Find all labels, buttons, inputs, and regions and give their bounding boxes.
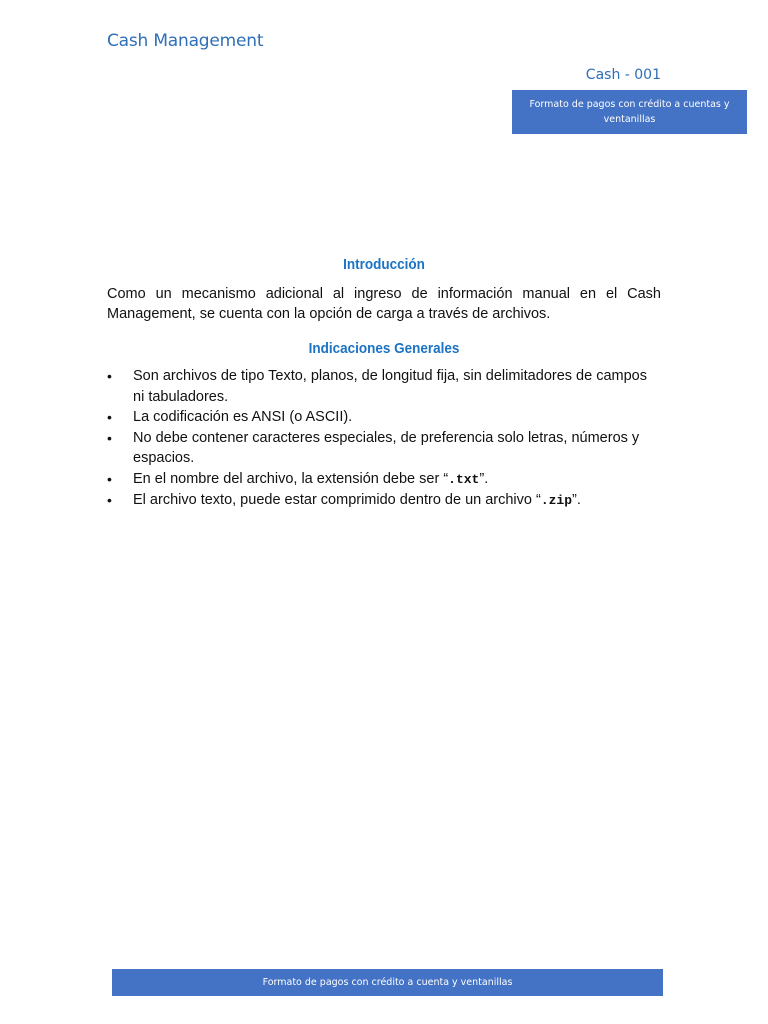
header-title: Cash Management <box>107 31 264 51</box>
txt-extension-code: .txt <box>448 471 480 487</box>
document-subtitle-box <box>512 90 747 134</box>
footer-bar <box>112 969 663 996</box>
document-subtitle: Formato de pagos con crédito a cuentas y ventanillas <box>529 99 730 125</box>
document-code: Cash - 001 <box>585 67 661 83</box>
bullet-text: En el nombre del archivo, la extensión debe ser “ <box>133 470 449 487</box>
bullet-item: • No debe contener caracteres especiales, de preferencia solo letras, números y espacios. <box>107 428 661 469</box>
bullet-item-txt-extension <box>107 469 661 491</box>
bullet-item: • Son archivos de tipo Texto, planos, de longitud fija, sin delimitadores de campos ni tabuladores. <box>107 366 661 407</box>
general-heading: Indicaciones Generales <box>308 340 460 357</box>
introduction-heading: Introducción <box>343 256 425 273</box>
footer-text: Formato de pagos con crédito a cuenta y ventanillas <box>262 977 513 988</box>
bullet-text: ”. <box>572 492 581 508</box>
general-bullet-list <box>107 366 661 512</box>
introduction-paragraph: Como un mecanismo adicional al ingreso de información manual en el Cash Management, se cuenta con la opción de carga a través de archivos. <box>107 286 661 322</box>
document-body <box>107 256 661 512</box>
bullet-item: • La codificación es ANSI (o ASCII). <box>107 407 661 428</box>
bullet-item-zip-extension <box>107 490 661 512</box>
bullet-text: El archivo texto, puede estar comprimido dentro de un archivo “ <box>133 492 541 508</box>
zip-extension-code: .zip <box>540 493 573 508</box>
bullet-text: ”. <box>479 470 489 487</box>
